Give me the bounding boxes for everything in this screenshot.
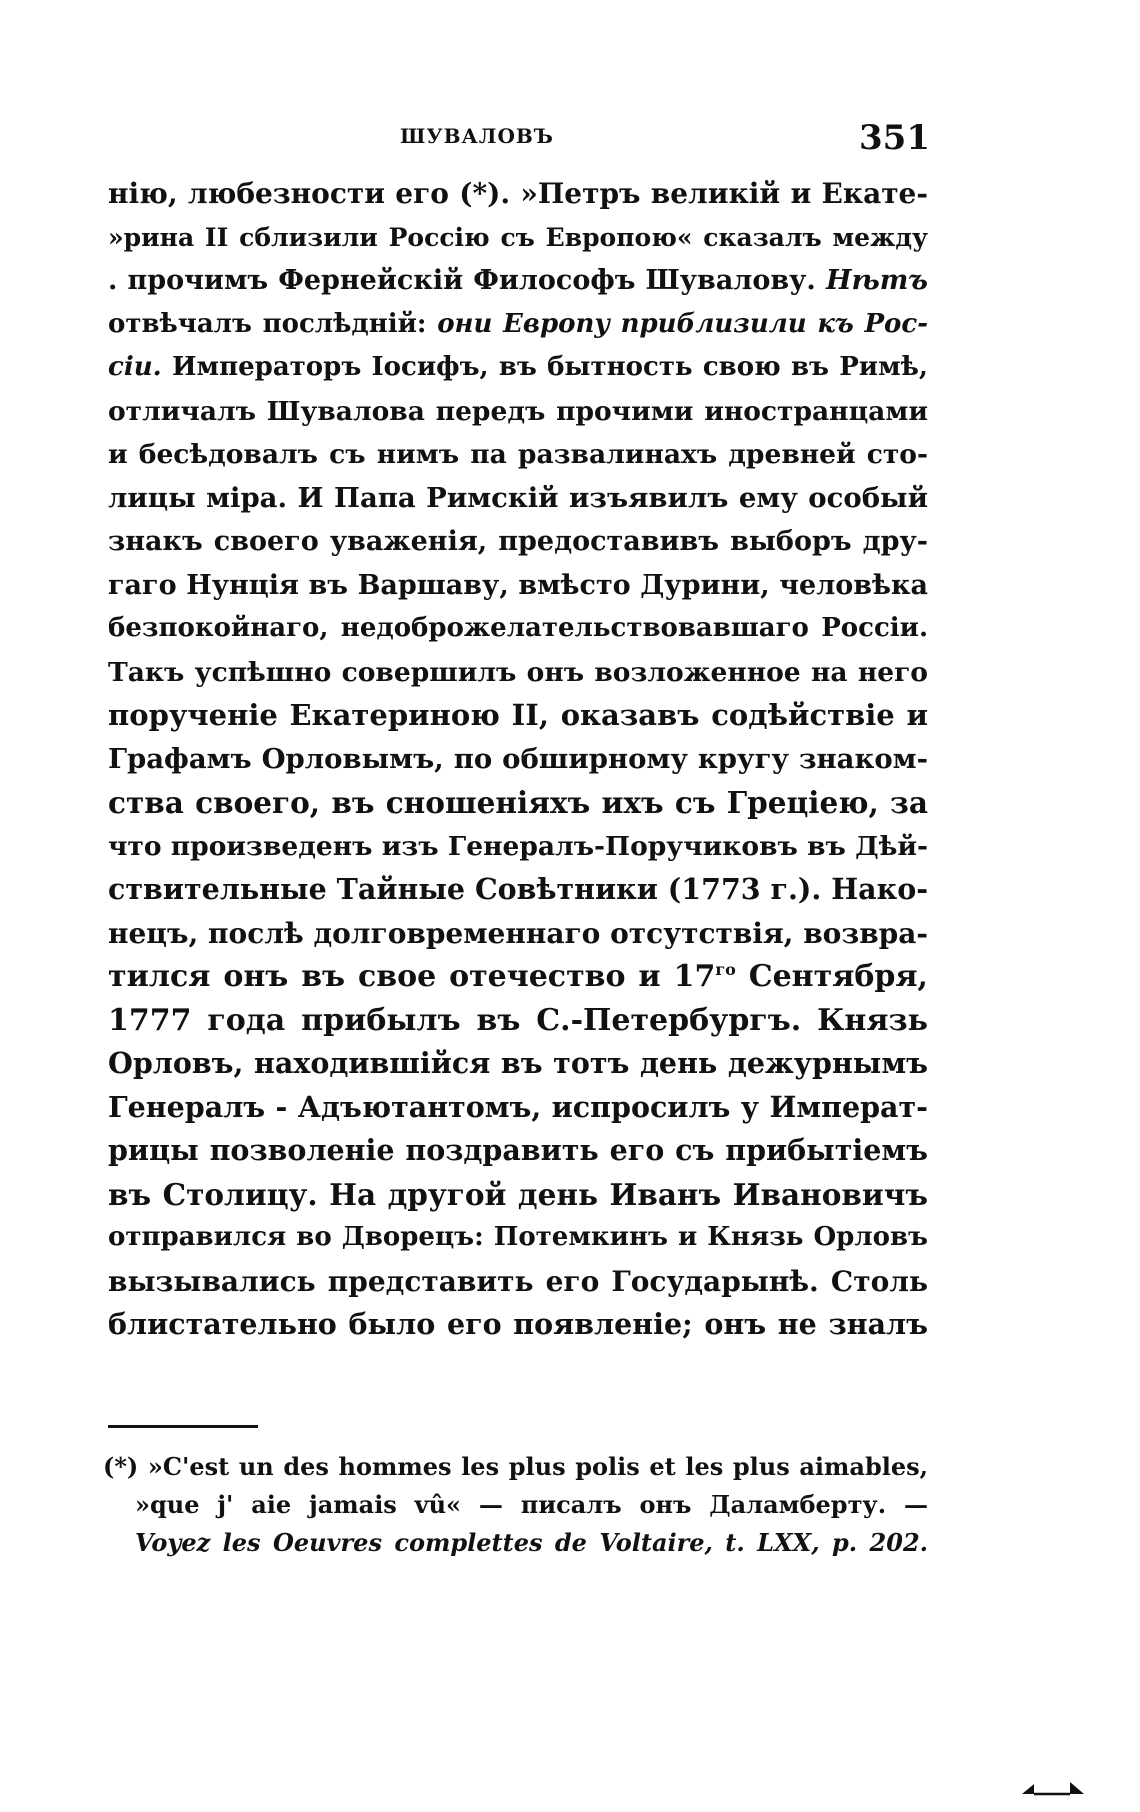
text-line: гаго Нунція въ Варшаву, вмѣсто Дурини, человѣка xyxy=(108,569,928,601)
catchword-mark-icon xyxy=(1020,1778,1090,1796)
text-line: Такъ успѣшно совершилъ онъ возложенное на него xyxy=(108,656,928,688)
text-line: знакъ своего уваженія, предоставивъ выборъ дру- xyxy=(108,526,928,557)
main-text xyxy=(108,172,928,1347)
text-line: въ Столицу. На другой день Иванъ Ивановичъ xyxy=(108,1176,928,1212)
text-line: отвѣчалъ послѣдній: они Европу приблизили къ Рос- xyxy=(108,308,928,339)
text-line: ства своего, въ сношеніяхъ ихъ съ Греціею, за xyxy=(108,785,928,820)
footnote-line: Voyez les Oeuvres complettes de Voltaire, t. LXX, p. 202. xyxy=(135,1528,928,1557)
text-line: Орловъ, находившійся въ тотъ день дежурнымъ xyxy=(108,1046,928,1080)
footnote-separator xyxy=(108,1425,258,1428)
text-line: лицы міра. И Папа Римскій изъявилъ ему особый xyxy=(108,481,928,514)
footnote-line: (*) »C'est un des hommes les plus polis et les plus aimables, xyxy=(103,1452,928,1481)
text-line: и бесѣдовалъ съ нимъ па развалинахъ древней сто- xyxy=(108,439,928,470)
text-line: Графамъ Орловымъ, по обширному кругу знаком- xyxy=(108,742,928,775)
text-line: блистательно было его появленіе; онъ не зналъ xyxy=(108,1307,928,1341)
text-line: ствительные Тайные Совѣтники (1773 г.). Нако- xyxy=(108,872,929,906)
text-line: »рина II сблизили Россію съ Европою« сказалъ между xyxy=(108,222,928,252)
text-line: порученіе Екатериною II, оказавъ содѣйствіе и xyxy=(108,698,928,732)
text-line: безпокойнаго, недоброжелательствовавшаго Россіи. xyxy=(108,613,928,643)
text-line: нецъ, послѣ долговременнаго отсутствія, возвра- xyxy=(108,916,928,950)
page-number: 351 xyxy=(859,118,930,158)
text-line: нію, любезности его (*). »Петръ великій и Екате- xyxy=(108,177,928,210)
text-line: рицы позволеніе поздравить его съ прибытіемъ xyxy=(108,1133,928,1167)
text-line: 1777 года прибылъ въ С.-Петербургъ. Князь xyxy=(108,1002,928,1038)
text-line: тился онъ въ свое отечество и $17^{го}$ Сентября, xyxy=(108,959,928,994)
text-line: что произведенъ изъ Генералъ-Поручиковъ въ Дѣй- xyxy=(108,830,928,862)
footnote xyxy=(103,1448,928,1562)
text-line: вызывались представить его Государынѣ. Столь xyxy=(108,1264,928,1298)
text-line: . прочимъ Фернейскій Философъ Шувалову. Нѣтъ xyxy=(108,265,928,296)
text-line: отличалъ Шувалова передъ прочими иностранцами xyxy=(108,395,928,427)
running-head xyxy=(110,118,930,168)
footnote-line: »que j' aie jamais vû« — писалъ онъ Даламберту. — xyxy=(135,1490,928,1519)
text-line: Генералъ - Адъютантомъ, испросилъ у Императ- xyxy=(108,1089,928,1124)
text-line: сіи. Императоръ Іосифъ, въ бытность свою въ Римѣ, xyxy=(108,352,928,382)
text-line: отправился во Дворецъ: Потемкинъ и Князь Орловъ xyxy=(108,1222,928,1252)
running-title: ШУВАЛОВЪ xyxy=(400,124,554,148)
